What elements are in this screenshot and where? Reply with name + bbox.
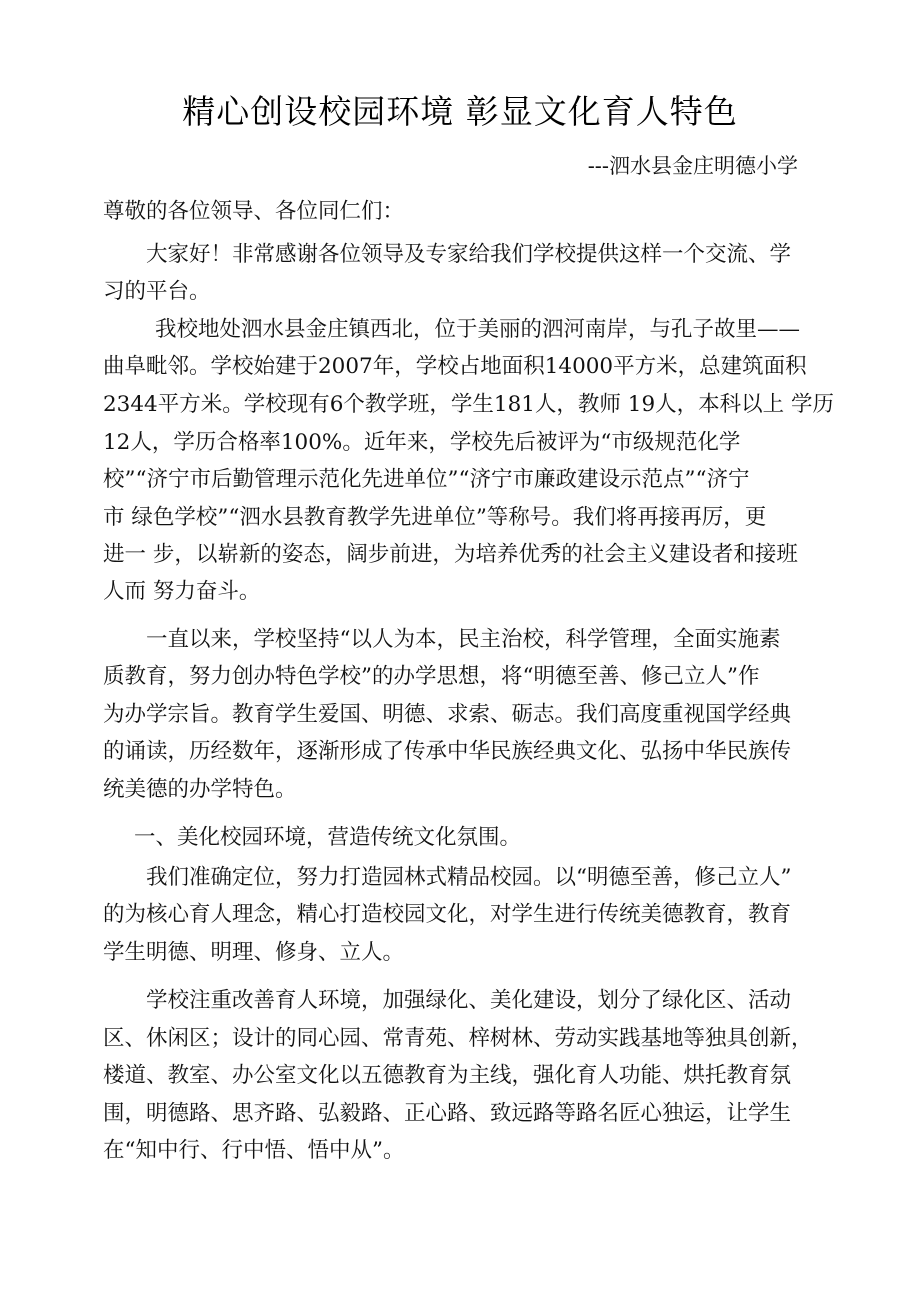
text-line: 我们准确定位，努力打造园林式精品校园。以“明德至善，修己立人”	[146, 865, 792, 890]
text-line: 质教育，努力创办特色学校”的办学思想，将“明德至善、修己立人”作	[103, 664, 760, 689]
text-line: 我校地处泗水县金庄镇西北，位于美丽的泗河南岸，与孔子故里——	[155, 317, 801, 342]
text-line: 习的平台。	[103, 279, 211, 304]
text-line: 尊敬的各位领导、各位同仁们：	[103, 199, 405, 224]
text-line: 的诵读，历经数年，逐渐形成了传承中华民族经典文化、弘扬中华民族传	[103, 739, 792, 764]
text-line: 人而 努力奋斗。	[103, 579, 261, 604]
text-line: 的为核心育人理念，精心打造校园文化，对学生进行传统美德教育，教育	[103, 902, 792, 927]
text-line: 在“知中行、行中悟、悟中从”。	[103, 1138, 405, 1163]
text-line: 学生明德、明理、修身、立人。	[103, 940, 405, 965]
text-line: 市 绿色学校”“泗水县教育教学先进单位”等称号。我们将再接再厉，更	[103, 505, 767, 530]
text-line: 2344平方米。学校现有6个教学班，学生181人，教师 19人，本科以上 学历	[103, 392, 834, 417]
text-line: 校”“济宁市后勤管理示范化先进单位”“济宁市廉政建设示范点”“济宁	[103, 467, 750, 492]
text-line: 围，明德路、思齐路、弘毅路、正心路、致远路等路名匠心独运，让学生	[103, 1101, 792, 1126]
document-title: 精心创设校园环境 彰显文化育人特色	[182, 92, 738, 131]
text-line: 学校注重改善育人环境，加强绿化、美化建设，划分了绿化区、活动	[146, 988, 792, 1013]
document-subtitle: ---泗水县金庄明德小学	[587, 154, 798, 178]
text-line: 楼道、教室、办公室文化以五德教育为主线，强化育人功能、烘托教育氛	[103, 1063, 792, 1088]
text-line: 大家好！非常感谢各位领导及专家给我们学校提供这样一个交流、学	[146, 242, 792, 267]
text-line: 12人，学历合格率100%。近年来，学校先后被评为“市级规范化学	[103, 430, 741, 455]
text-line: 一、美化校园环境，营造传统文化氛围。	[134, 825, 522, 850]
text-line: 统美德的办学特色。	[103, 777, 297, 802]
text-line: 区、休闲区；设计的同心园、常青苑、梓树林、劳动实践基地等独具创新，	[103, 1026, 813, 1051]
text-line: 一直以来，学校坚持“以人为本，民主治校，科学管理，全面实施素	[146, 627, 781, 652]
text-line: 为办学宗旨。教育学生爱国、明德、求索、砺志。我们高度重视国学经典	[103, 702, 792, 727]
text-line: 进一 步，以崭新的姿态，阔步前进，为培养优秀的社会主义建设者和接班	[103, 542, 798, 567]
text-line: 曲阜毗邻。学校始建于2007年，学校占地面积14000平方米，总建筑面积	[103, 354, 807, 379]
